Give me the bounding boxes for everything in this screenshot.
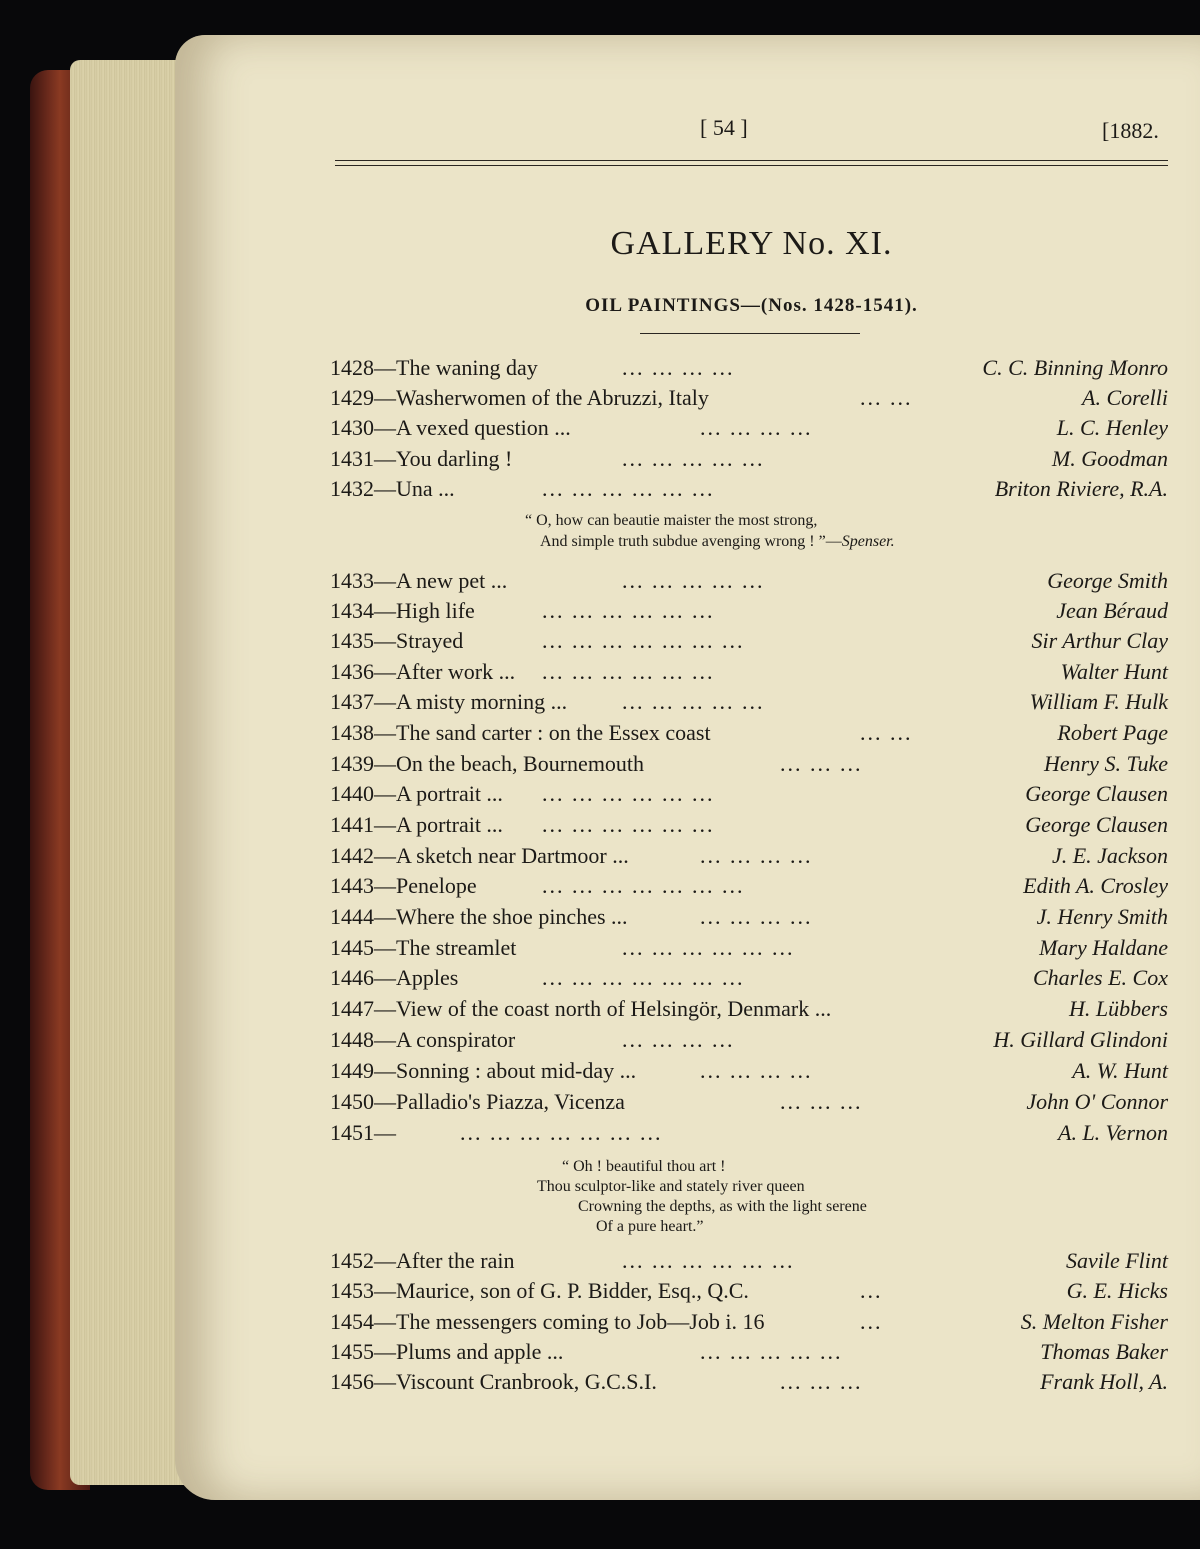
entry-number-title — [330, 1369, 657, 1395]
entry-artist: Sir Arthur Clay — [1031, 628, 1168, 653]
entry-dash: — — [374, 659, 396, 684]
page-year: [1882. — [1102, 118, 1159, 143]
catalogue-entry — [330, 843, 1168, 873]
entry-dash: — — [374, 628, 396, 653]
entry-number: 1440 — [330, 781, 374, 806]
entry-number-title — [330, 476, 455, 502]
entry-title: The waning day — [396, 355, 538, 380]
header-rule-bottom — [335, 165, 1168, 166]
entry-number: 1428 — [330, 355, 374, 380]
entry-number: 1445 — [330, 935, 374, 960]
entry-dash: — — [374, 843, 396, 868]
entry-dash: — — [374, 385, 396, 410]
entry-leader-dots: ... — [860, 1278, 883, 1303]
entry-artist: Thomas Baker — [1040, 1339, 1168, 1364]
catalogue-entry — [330, 659, 1168, 689]
entry-leader-dots: ... ... ... ... ... — [622, 446, 765, 471]
entry-title: After the rain — [396, 1248, 515, 1273]
entry-artist: M. Goodman — [1051, 446, 1168, 471]
quote-1432-line2 — [540, 533, 895, 551]
entry-leader-dots: ... ... — [860, 385, 913, 410]
entry-number-title — [330, 598, 475, 624]
entry-number-title — [330, 1089, 625, 1115]
catalogue-entry — [330, 1120, 1168, 1150]
entry-dash: — — [374, 476, 396, 501]
entry-number: 1438 — [330, 720, 374, 745]
quote-1432-attribution: Spenser. — [841, 533, 895, 550]
entry-title: Apples — [396, 965, 459, 990]
entry-dash: — — [374, 1339, 396, 1364]
entry-dash: — — [374, 873, 396, 898]
entry-number: 1439 — [330, 751, 374, 776]
catalogue-entry — [330, 904, 1168, 934]
header-rule-top — [335, 160, 1168, 161]
entry-title: Una ... — [396, 476, 455, 501]
entry-leader-dots: ... ... ... — [780, 1089, 863, 1114]
entry-title: A sketch near Dartmoor ... — [396, 843, 629, 868]
entry-artist: J. E. Jackson — [1051, 843, 1168, 868]
section-rule — [640, 333, 860, 334]
entry-number: 1446 — [330, 965, 374, 990]
catalogue-entry — [330, 781, 1168, 811]
entry-artist: L. C. Henley — [1056, 415, 1168, 440]
catalogue-entry — [330, 446, 1168, 476]
entry-artist: Robert Page — [1057, 720, 1168, 745]
quote-1451-line2: Thou sculptor-like and stately river queen — [537, 1178, 805, 1195]
entry-title: View of the coast north of Helsingör, Denmark ... — [396, 996, 832, 1021]
entry-number-title — [330, 1278, 749, 1304]
catalogue-entry — [330, 568, 1168, 598]
entry-dash: — — [374, 1058, 396, 1083]
entry-dash: — — [374, 720, 396, 745]
entry-artist: Mary Haldane — [1039, 935, 1168, 960]
entry-dash: — — [374, 1278, 396, 1303]
entry-number-title — [330, 628, 463, 654]
entry-number: 1433 — [330, 568, 374, 593]
entry-number: 1443 — [330, 873, 374, 898]
entry-dash: — — [374, 1120, 396, 1145]
entry-leader-dots: ... ... ... ... ... — [622, 689, 765, 714]
entry-number: 1452 — [330, 1248, 374, 1273]
quote-1432-line2-text: And simple truth subdue avenging wrong ! ”— — [540, 533, 842, 550]
entry-number-title — [330, 446, 512, 472]
catalogue-entry — [330, 965, 1168, 995]
entry-number: 1448 — [330, 1027, 374, 1052]
catalogue-entry — [330, 812, 1168, 842]
entry-artist: Frank Holl, A. — [1040, 1369, 1168, 1394]
entry-number: 1442 — [330, 843, 374, 868]
entry-dash: — — [374, 1027, 396, 1052]
entry-dash: — — [374, 1309, 396, 1334]
entry-artist: Charles E. Cox — [1032, 965, 1168, 990]
catalogue-entry — [330, 689, 1168, 719]
catalogue-entry — [330, 1027, 1168, 1057]
entry-title: Strayed — [396, 628, 464, 653]
entry-leader-dots: ... ... ... ... ... ... — [542, 476, 715, 501]
entry-number-title — [330, 415, 571, 441]
entry-dash: — — [374, 751, 396, 776]
entry-leader-dots: ... ... ... ... ... ... — [542, 781, 715, 806]
entry-dash: — — [374, 781, 396, 806]
catalogue-entry — [330, 1058, 1168, 1088]
entry-number-title — [330, 1248, 515, 1274]
entry-leader-dots: ... ... ... ... ... ... — [542, 598, 715, 623]
catalogue-entry — [330, 1278, 1168, 1308]
entry-number-title — [330, 1309, 764, 1335]
entry-leader-dots: ... ... ... ... — [700, 843, 813, 868]
entry-artist: H. Gillard Glindoni — [993, 1027, 1168, 1052]
entry-artist: Jean Béraud — [1056, 598, 1168, 623]
entry-number: 1447 — [330, 996, 374, 1021]
entry-number-title — [330, 935, 516, 961]
catalogue-entry — [330, 598, 1168, 628]
entry-artist: A. L. Vernon — [1058, 1120, 1168, 1145]
entry-title: A vexed question ... — [396, 415, 571, 440]
entry-leader-dots: ... ... ... ... ... ... ... — [542, 873, 745, 898]
entry-title: A misty morning ... — [396, 689, 568, 714]
entry-leader-dots: ... ... ... ... — [622, 355, 735, 380]
entry-number-title — [330, 720, 711, 746]
entry-leader-dots: ... ... ... ... — [622, 1027, 735, 1052]
entry-number-title — [330, 1058, 636, 1084]
entry-title: A new pet ... — [396, 568, 508, 593]
entry-number: 1436 — [330, 659, 374, 684]
entry-number-title — [330, 812, 503, 838]
entry-title: Penelope — [396, 873, 477, 898]
entry-title: A conspirator — [396, 1027, 516, 1052]
entry-number: 1453 — [330, 1278, 374, 1303]
entry-title: You darling ! — [396, 446, 513, 471]
entry-artist: Savile Flint — [1065, 1248, 1168, 1273]
entry-dash: — — [374, 996, 396, 1021]
entry-artist: S. Melton Fisher — [1020, 1309, 1168, 1334]
catalogue-entry — [330, 1089, 1168, 1119]
entry-title: High life — [396, 598, 475, 623]
entry-title: Where the shoe pinches ... — [396, 904, 628, 929]
entry-dash: — — [374, 415, 396, 440]
entry-number: 1437 — [330, 689, 374, 714]
entry-artist: A. W. Hunt — [1072, 1058, 1168, 1083]
entry-title: Palladio's Piazza, Vicenza — [396, 1089, 625, 1114]
catalogue-entry — [330, 873, 1168, 903]
entry-number-title — [330, 689, 567, 715]
entry-title: The sand carter : on the Essex coast — [396, 720, 711, 745]
entry-artist: C. C. Binning Monro — [982, 355, 1168, 380]
entry-artist: A. Corelli — [1082, 385, 1168, 410]
entry-number: 1441 — [330, 812, 374, 837]
catalogue-entry — [330, 628, 1168, 658]
entry-number-title — [330, 385, 709, 411]
entry-leader-dots: ... ... — [860, 720, 913, 745]
catalogue-entry — [330, 751, 1168, 781]
entry-number: 1434 — [330, 598, 374, 623]
entry-number-title — [330, 781, 503, 807]
entry-number: 1432 — [330, 476, 374, 501]
catalogue-entry — [330, 1369, 1168, 1399]
entry-number: 1454 — [330, 1309, 374, 1334]
entry-number-title — [330, 1120, 396, 1146]
entry-number: 1444 — [330, 904, 374, 929]
entry-title: The streamlet — [396, 935, 517, 960]
entry-dash: — — [374, 904, 396, 929]
entry-title: Viscount Cranbrook, G.C.S.I. — [396, 1369, 657, 1394]
catalogue-entry — [330, 415, 1168, 445]
entry-leader-dots: ... ... ... ... ... ... — [542, 812, 715, 837]
entry-leader-dots: ... ... ... ... — [700, 904, 813, 929]
entry-artist: William F. Hulk — [1029, 689, 1168, 714]
entry-dash: — — [374, 1248, 396, 1273]
entry-leader-dots: ... ... ... — [780, 1369, 863, 1394]
entry-dash: — — [374, 598, 396, 623]
entry-leader-dots: ... ... ... ... ... ... ... — [542, 628, 745, 653]
catalogue-entry — [330, 1339, 1168, 1369]
entry-number: 1429 — [330, 385, 374, 410]
entry-number-title — [330, 873, 477, 899]
entry-number-title — [330, 996, 831, 1022]
entry-number-title — [330, 355, 538, 381]
page-header — [0, 115, 1200, 155]
entry-artist: John O' Connor — [1026, 1089, 1168, 1114]
entry-title: On the beach, Bournemouth — [396, 751, 645, 776]
entry-artist: Briton Riviere, R.A. — [994, 476, 1168, 501]
entry-number: 1449 — [330, 1058, 374, 1083]
entry-artist: G. E. Hicks — [1066, 1278, 1168, 1303]
entry-artist: George Smith — [1047, 568, 1168, 593]
quote-1451-line3: Crowning the depths, as with the light serene — [578, 1198, 867, 1215]
entry-artist: H. Lübbers — [1068, 996, 1168, 1021]
entry-artist: Edith A. Crosley — [1023, 873, 1168, 898]
entry-leader-dots: ... ... ... — [780, 751, 863, 776]
entry-number-title — [330, 659, 515, 685]
entry-number-title — [330, 904, 628, 930]
entry-dash: — — [374, 812, 396, 837]
entry-artist: George Clausen — [1025, 781, 1168, 806]
catalogue-entry — [330, 1309, 1168, 1339]
entry-number-title — [330, 1339, 563, 1365]
catalogue-entry — [330, 355, 1168, 385]
entry-dash: — — [374, 935, 396, 960]
entry-dash: — — [374, 965, 396, 990]
entry-leader-dots: ... ... ... ... ... ... — [542, 659, 715, 684]
entry-leader-dots: ... ... ... ... — [700, 1058, 813, 1083]
entry-title: A portrait ... — [396, 781, 503, 806]
entry-artist: Henry S. Tuke — [1043, 751, 1168, 776]
entry-number: 1450 — [330, 1089, 374, 1114]
entry-leader-dots: ... ... ... ... ... ... ... — [460, 1120, 663, 1145]
entry-number: 1451 — [330, 1120, 374, 1145]
entry-leader-dots: ... ... ... ... ... — [700, 1339, 843, 1364]
entry-dash: — — [374, 568, 396, 593]
catalogue-entry — [330, 996, 1168, 1026]
entry-title: After work ... — [396, 659, 516, 684]
entry-number-title — [330, 751, 644, 777]
quote-1451-line4: Of a pure heart.” — [596, 1218, 704, 1235]
entry-number: 1455 — [330, 1339, 374, 1364]
quote-1451-line1: “ Oh ! beautiful thou art ! — [562, 1158, 726, 1175]
entry-title: A portrait ... — [396, 812, 503, 837]
entry-leader-dots: ... ... ... ... ... ... — [622, 1248, 795, 1273]
entry-title: Sonning : about mid-day ... — [396, 1058, 637, 1083]
entry-number-title — [330, 843, 629, 869]
entry-leader-dots: ... ... ... ... — [700, 415, 813, 440]
entry-number: 1435 — [330, 628, 374, 653]
entry-dash: — — [374, 689, 396, 714]
catalogue-entry — [330, 476, 1168, 506]
entry-number-title — [330, 568, 507, 594]
entry-number-title — [330, 965, 458, 991]
entry-number-title — [330, 1027, 515, 1053]
entry-dash: — — [374, 355, 396, 380]
entry-artist: George Clausen — [1025, 812, 1168, 837]
page-number: [ 54 ] — [700, 115, 748, 140]
catalogue-entry — [330, 720, 1168, 750]
entry-title: Washerwomen of the Abruzzi, Italy — [396, 385, 709, 410]
entry-title: The messengers coming to Job—Job i. 16 — [396, 1309, 765, 1334]
entry-leader-dots: ... ... ... ... ... ... ... — [542, 965, 745, 990]
entry-artist: J. Henry Smith — [1036, 904, 1168, 929]
gallery-title: GALLERY No. XI. — [610, 225, 893, 262]
quote-1432-line1: “ O, how can beautie maister the most strong, — [525, 512, 818, 529]
entry-title: Plums and apple ... — [396, 1339, 564, 1364]
entry-artist: Walter Hunt — [1060, 659, 1168, 684]
entry-dash: — — [374, 1369, 396, 1394]
entry-leader-dots: ... ... ... ... ... ... — [622, 935, 795, 960]
catalogue-entry — [330, 935, 1168, 965]
entry-leader-dots: ... ... ... ... ... — [622, 568, 765, 593]
entry-number: 1456 — [330, 1369, 374, 1394]
entry-number: 1430 — [330, 415, 374, 440]
entry-number: 1431 — [330, 446, 374, 471]
catalogue-entry — [330, 385, 1168, 415]
section-title: OIL PAINTINGS—(Nos. 1428-1541). — [585, 295, 918, 316]
entry-dash: — — [374, 1089, 396, 1114]
catalogue-entry — [330, 1248, 1168, 1278]
entry-dash: — — [374, 446, 396, 471]
entry-leader-dots: ... — [860, 1309, 883, 1334]
entry-title: Maurice, son of G. P. Bidder, Esq., Q.C. — [396, 1278, 749, 1303]
